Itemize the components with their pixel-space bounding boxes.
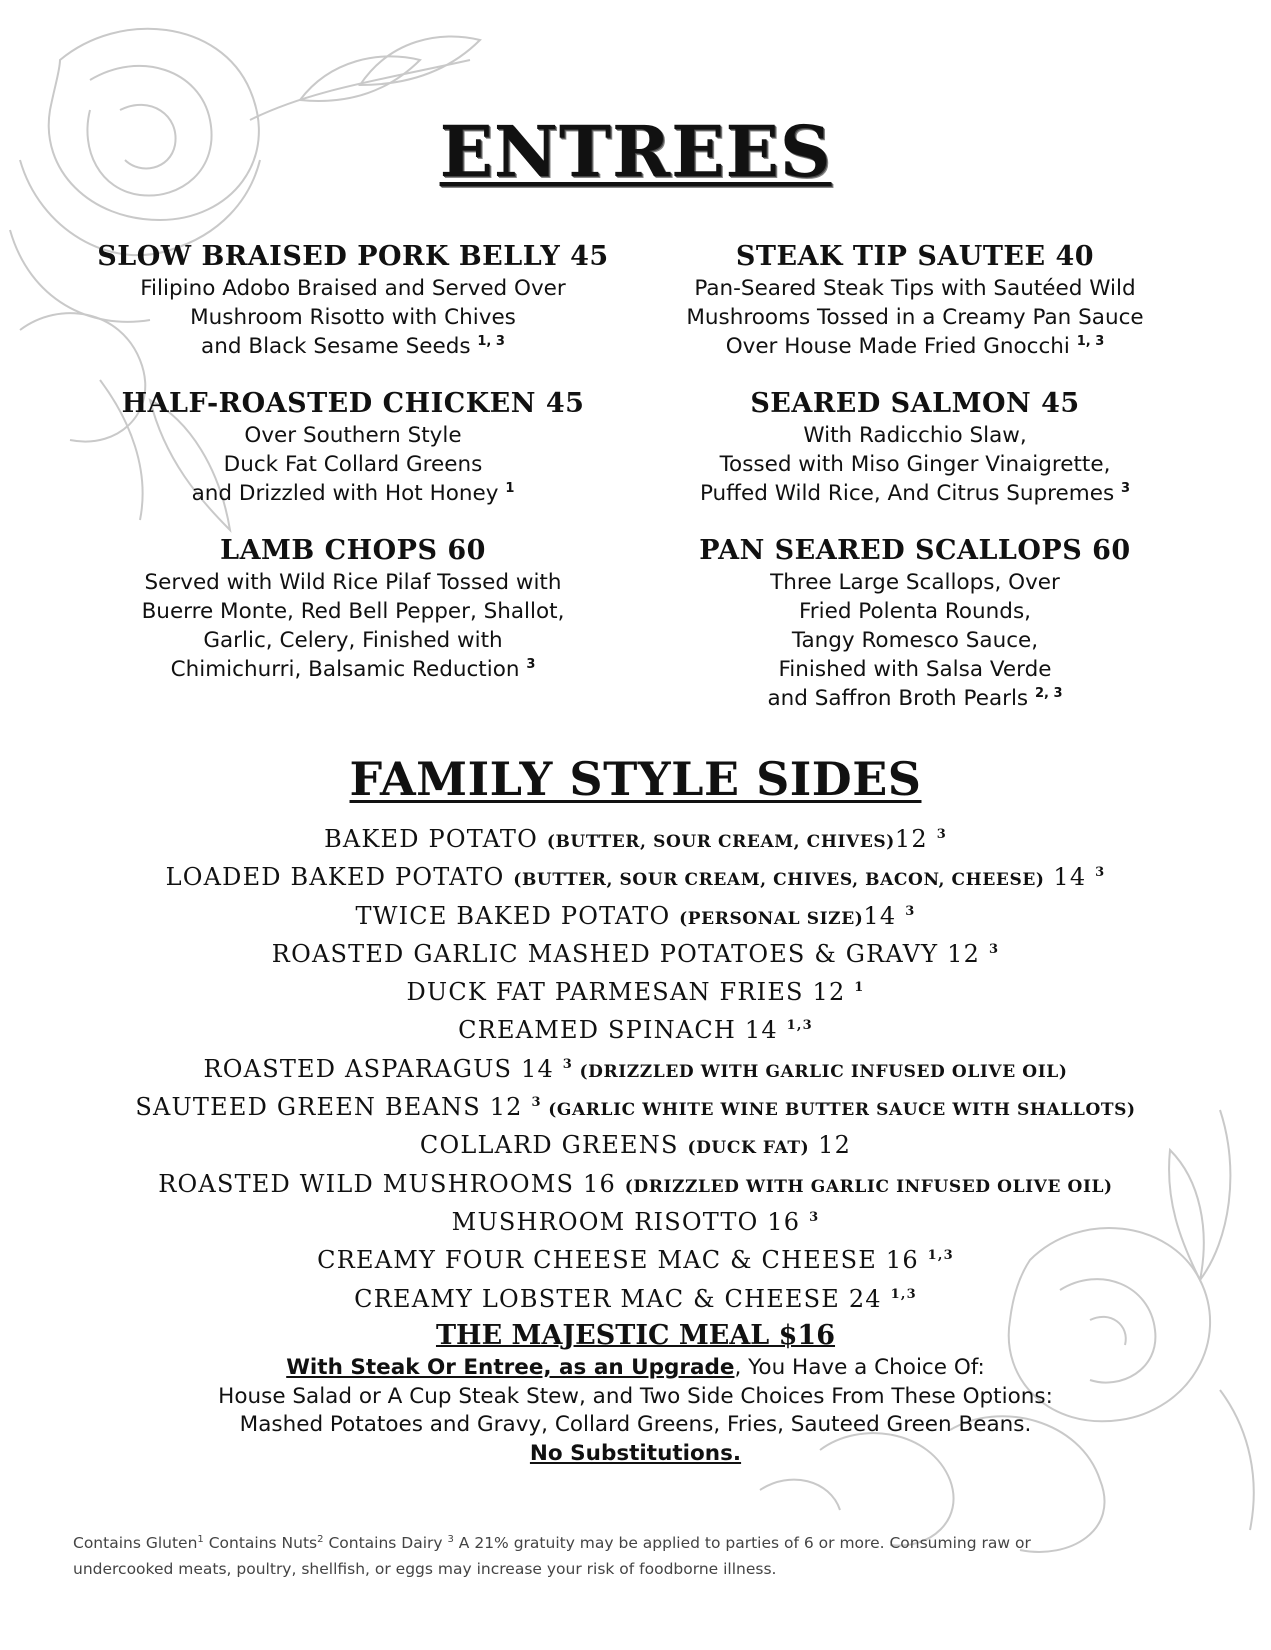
side-item: ROASTED ASPARAGUS 14 $^3$ (DRIZZLED WITH GARLIC INFUSED OLIVE OIL) bbox=[203, 1054, 1068, 1083]
entree-item bbox=[73, 534, 633, 684]
majestic-meal-line: House Salad or A Cup Steak Stew, and Two Side Choices From These Options: bbox=[218, 1383, 1053, 1409]
allergen-footer: Contains Gluten$^1$ Contains Nuts$^2$ Contains Dairy $^3$ A 21% gratuity may be applied to parties of 6 or more. Consuming raw or undercooked meats, poultry, shellfish, or eggs may increase your risk of foodborne illness. bbox=[73, 1533, 1031, 1578]
majestic-meal-section bbox=[0, 1318, 1271, 1468]
entree-name: LAMB CHOPS 60 bbox=[220, 535, 486, 566]
entree-item bbox=[73, 240, 633, 361]
allergen-code: 3 bbox=[1121, 480, 1131, 496]
side-item: DUCK FAT PARMESAN FRIES 12 $^1$ bbox=[406, 978, 865, 1007]
side-item: TWICE BAKED POTATO (PERSONAL SIZE)14 $^3$ bbox=[355, 901, 916, 930]
entree-name: SLOW BRAISED PORK BELLY 45 bbox=[97, 241, 609, 272]
entree-description: Filipino Adobo Braised and Served Over Mushroom Risotto with Chives and Black Sesame Seeds $^{1, 3}$ bbox=[140, 276, 566, 359]
allergen-code: 2, 3 bbox=[1034, 685, 1063, 701]
no-substitutions-note: No Substitutions. bbox=[529, 1440, 742, 1466]
entree-description: Three Large Scallops, Over Fried Polenta Rounds, Tangy Romesco Sauce, Finished with Salsa Verde and Saffron Broth Pearls $^{2, 3}$ bbox=[767, 570, 1063, 711]
entree-item bbox=[73, 387, 633, 508]
entree-description: With Radicchio Slaw, Tossed with Miso Ginger Vinaigrette, Puffed Wild Rice, And Citrus Supremes $^3$ bbox=[699, 423, 1131, 506]
entree-description: Served with Wild Rice Pilaf Tossed with Buerre Monte, Red Bell Pepper, Shallot, Garlic, Celery, Finished with Chimichurri, Balsamic Reduction $^3$ bbox=[141, 570, 565, 682]
allergen-code: 1, 3 bbox=[477, 333, 505, 349]
entree-item bbox=[635, 387, 1195, 508]
side-item: CREAMED SPINACH 14 $^{1,3}$ bbox=[458, 1016, 813, 1045]
entree-name: PAN SEARED SCALLOPS 60 bbox=[699, 535, 1131, 566]
entree-name: STEAK TIP SAUTEE 40 bbox=[735, 241, 1095, 272]
entree-name: SEARED SALMON 45 bbox=[750, 388, 1080, 419]
majestic-meal-line: With Steak Or Entree, as an Upgrade, You Have a Choice Of: bbox=[286, 1355, 985, 1380]
entree-item bbox=[635, 534, 1195, 713]
side-item: BAKED POTATO (BUTTER, SOUR CREAM, CHIVES)12 $^3$ bbox=[324, 825, 947, 853]
majestic-meal-title: THE MAJESTIC MEAL $16 bbox=[435, 1320, 836, 1351]
entree-description: Pan-Seared Steak Tips with Sautéed Wild Mushrooms Tossed in a Creamy Pan Sauce Over House Made Fried Gnocchi $^{1, 3}$ bbox=[686, 276, 1144, 359]
side-item: MUSHROOM RISOTTO 16 $^3$ bbox=[451, 1207, 820, 1236]
entree-description: Over Southern Style Duck Fat Collard Greens and Drizzled with Hot Honey $^1$ bbox=[191, 423, 515, 506]
side-item: CREAMY FOUR CHEESE MAC & CHEESE 16 $^{1,3}$ bbox=[317, 1246, 954, 1275]
side-item: CREAMY LOBSTER MAC & CHEESE 24 $^{1,3}$ bbox=[354, 1284, 917, 1313]
sides-heading: FAMILY STYLE SIDES bbox=[349, 752, 922, 806]
side-item: ROASTED WILD MUSHROOMS 16 (DRIZZLED WITH GARLIC INFUSED OLIVE OIL) bbox=[158, 1169, 1113, 1198]
side-item: ROASTED GARLIC MASHED POTATOES & GRAVY 12 $^3$ bbox=[271, 939, 1000, 968]
entrees-heading: ENTREES bbox=[439, 110, 832, 193]
side-item: SAUTEED GREEN BEANS 12 $^3$ (GARLIC WHITE WINE BUTTER SAUCE WITH SHALLOTS) bbox=[135, 1093, 1136, 1122]
entree-name: HALF-ROASTED CHICKEN 45 bbox=[121, 388, 585, 419]
side-item: LOADED BAKED POTATO (BUTTER, SOUR CREAM, CHIVES, BACON, CHEESE) 14 $^3$ bbox=[165, 863, 1106, 892]
allergen-code: 1 bbox=[505, 480, 515, 496]
side-item: COLLARD GREENS (DUCK FAT) 12 bbox=[419, 1131, 852, 1160]
allergen-code: 3 bbox=[526, 656, 536, 672]
allergen-code: 1, 3 bbox=[1076, 333, 1105, 349]
majestic-meal-line: Mashed Potatoes and Gravy, Collard Greens, Fries, Sauteed Green Beans. bbox=[239, 1412, 1032, 1437]
entree-item bbox=[635, 240, 1195, 361]
sides-list bbox=[0, 820, 1271, 1318]
